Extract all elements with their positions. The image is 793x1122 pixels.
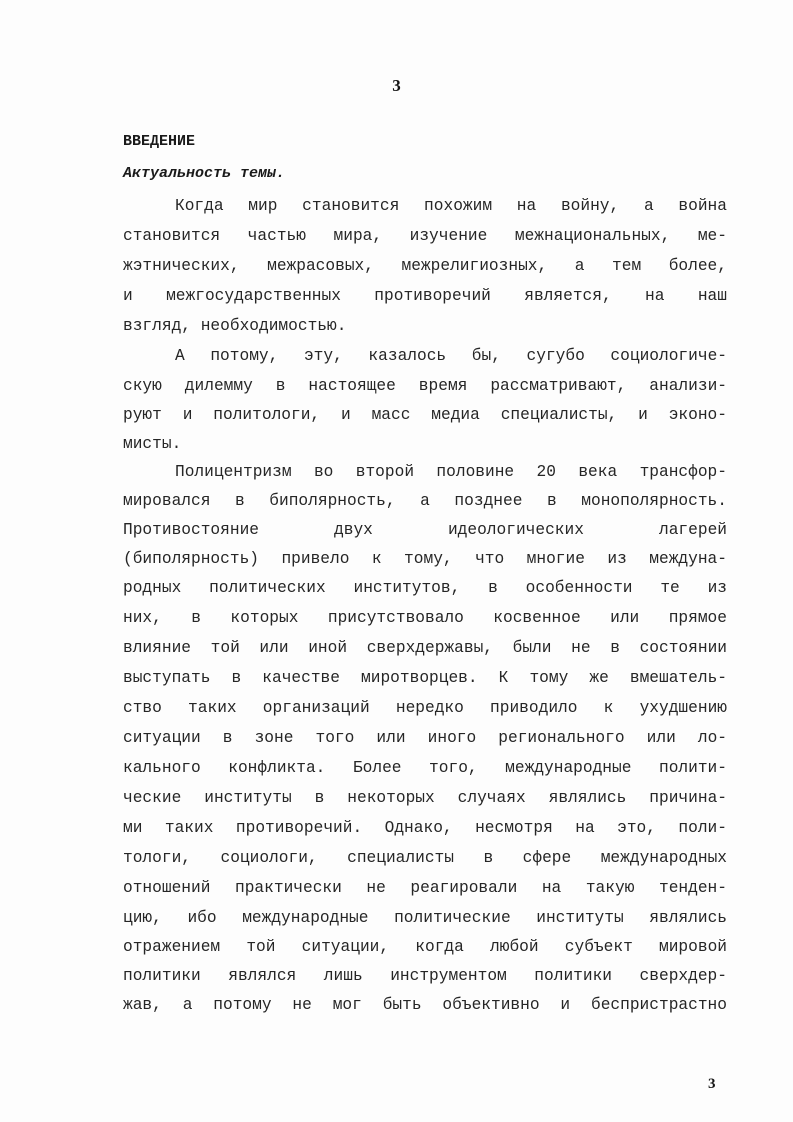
text-line: скую дилемму в настоящее время рассматривают, анализи- — [123, 377, 727, 395]
text-line: кального конфликта. Более того, международные полити- — [123, 759, 727, 777]
text-line: жэтнических, межрасовых, межрелигиозных, а тем более, — [123, 257, 727, 275]
text-line: ми таких противоречий. Однако, несмотря на это, поли- — [123, 819, 727, 837]
text-line: ство таких организаций нередко приводило к ухудшению — [123, 699, 727, 717]
text-line: отношений практически не реагировали на такую тенден- — [123, 879, 727, 897]
text-line: становится частью мира, изучение межнациональных, ме- — [123, 227, 727, 245]
text-line: мисты. — [123, 435, 182, 453]
text-line: тологи, социологи, специалисты в сфере международных — [123, 849, 727, 867]
text-line: Противостояние двух идеологических лагерей — [123, 521, 727, 539]
text-line: цию, ибо международные политические институты являлись — [123, 909, 727, 927]
text-line: и межгосударственных противоречий является, на наш — [123, 287, 727, 305]
text-line: них, в которых присутствовало косвенное или прямое — [123, 609, 727, 627]
text-line: взгляд, необходимостью. — [123, 317, 347, 335]
text-line: (биполярность) привело к тому, что многие из междуна- — [123, 550, 727, 568]
text-line: отражением той ситуации, когда любой субъект мировой — [123, 938, 727, 956]
section-subheading: Актуальность темы. — [123, 165, 286, 182]
text-line: влияние той или иной сверхдержавы, были не в состоянии — [123, 639, 727, 657]
text-line: Когда мир становится похожим на войну, а война — [175, 197, 727, 215]
text-line: мировался в биполярность, а позднее в монополярность. — [123, 492, 727, 510]
text-line: родных политических институтов, в особенности те из — [123, 579, 727, 597]
text-line: Полицентризм во второй половине 20 века трансфор- — [175, 463, 727, 481]
text-line: политики являлся лишь инструментом политики сверхдер- — [123, 967, 727, 985]
text-line: ческие институты в некоторых случаях являлись причина- — [123, 789, 727, 807]
text-line: ситуации в зоне того или иного регионального или ло- — [123, 729, 727, 747]
text-line: руют и политологи, и масс медиа специалисты, и эконо- — [123, 406, 727, 424]
section-heading: ВВЕДЕНИЕ — [123, 133, 196, 150]
text-line: А потому, эту, казалось бы, сугубо социологиче- — [175, 347, 727, 365]
text-line: жав, а потому не мог быть объективно и беспристрастно — [123, 996, 727, 1014]
text-line: выступать в качестве миротворцев. К тому же вмешатель- — [123, 669, 727, 687]
page-number-bottom: 3 — [708, 1076, 716, 1092]
page-number-top: 3 — [392, 76, 401, 95]
